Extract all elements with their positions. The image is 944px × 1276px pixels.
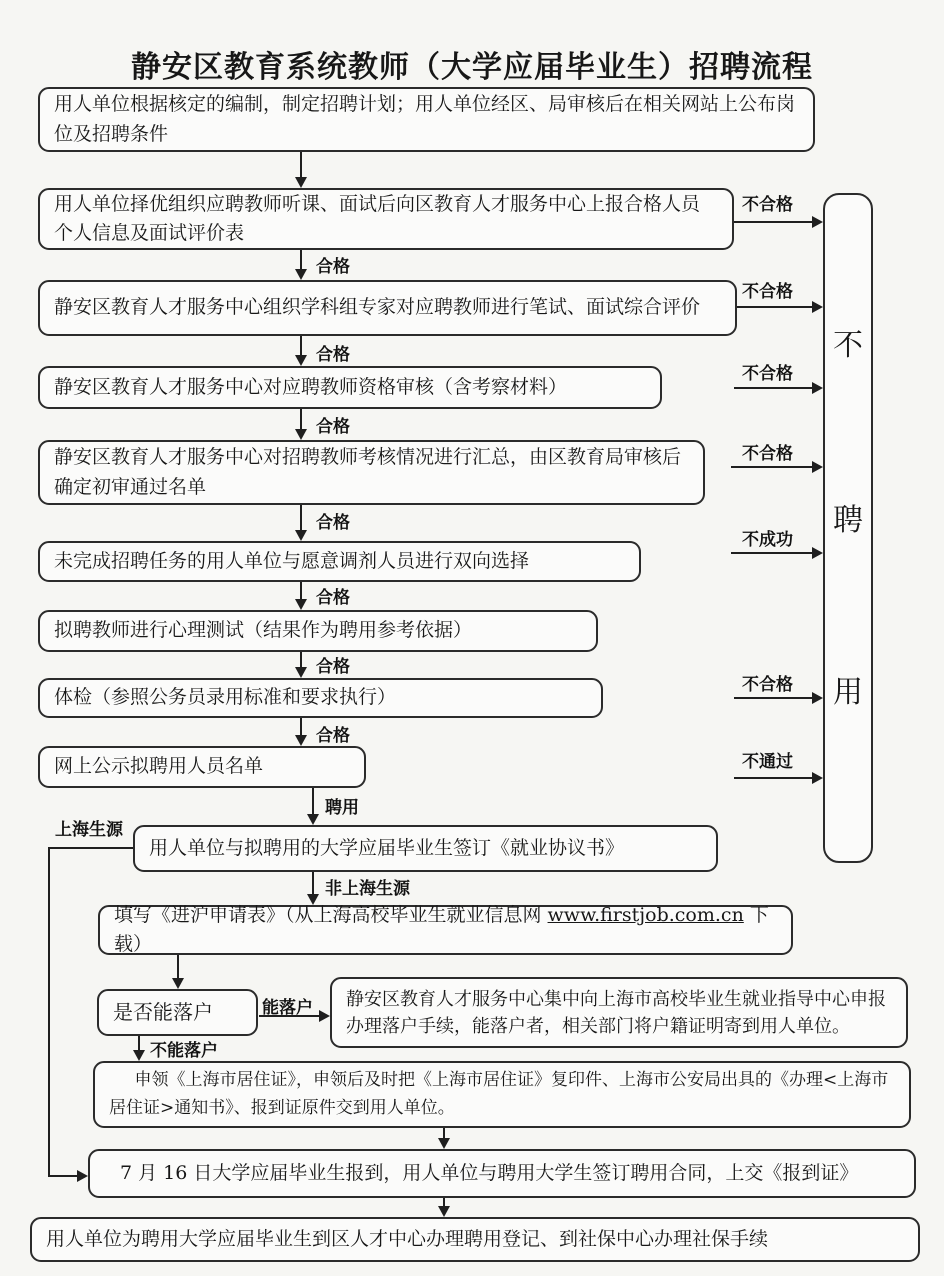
edge-label-fail: 不合格 (742, 444, 793, 464)
step-settle-procedure (330, 977, 908, 1048)
arrow-right-icon (812, 382, 823, 394)
arrow-down-icon (438, 1206, 450, 1217)
step-registration-social-security (30, 1217, 920, 1262)
arrow-right-icon (812, 216, 823, 228)
arrow-down-icon (133, 1050, 145, 1061)
arrow-right-icon (812, 461, 823, 473)
arrow-right-icon (77, 1170, 88, 1182)
flow-line (300, 409, 302, 430)
edge-label-pass: 合格 (316, 417, 350, 437)
edge-label-pass: 合格 (316, 588, 350, 608)
edge-label-pass: 合格 (316, 657, 350, 677)
step-text: 用人单位与拟聘用的大学应届毕业生签订《就业协议书》 (149, 836, 625, 859)
flow-line (300, 505, 302, 531)
flow-line (48, 847, 50, 1176)
arrow-down-icon (295, 667, 307, 678)
step-mutual-selection (38, 541, 641, 582)
step-text-prefix: 填写《进沪申请表》（从上海高校毕业生就业信息网 (114, 903, 548, 926)
flow-line (731, 552, 812, 554)
flow-line (300, 582, 302, 600)
flow-line (312, 788, 314, 815)
flow-line (731, 466, 812, 468)
flow-line (300, 152, 302, 178)
edge-label-fail: 不合格 (742, 675, 793, 695)
step-july16-report (88, 1149, 916, 1198)
step-text (114, 901, 777, 960)
step-text: 静安区教育人才服务中心对应聘教师资格审核（含考察材料） (54, 375, 568, 398)
step-text: 体检（参照公务员录用标准和要求执行） (54, 686, 397, 709)
edge-label-fail: 不合格 (742, 282, 793, 302)
edge-label-pass: 合格 (316, 257, 350, 277)
flow-line (734, 221, 812, 223)
arrow-down-icon (295, 355, 307, 366)
step-written-interview-evaluation (38, 280, 737, 336)
step-sign-employment-agreement (133, 825, 718, 872)
flow-line (737, 306, 812, 308)
arrow-down-icon (295, 530, 307, 541)
arrow-down-icon (438, 1138, 450, 1149)
flow-line (300, 336, 302, 356)
arrow-right-icon (319, 1010, 330, 1022)
step-psych-test (38, 610, 598, 652)
flow-line (48, 847, 133, 849)
arrow-down-icon (295, 599, 307, 610)
edge-label-fail: 不合格 (742, 195, 793, 215)
edge-label-unsuccessful: 不成功 (742, 530, 793, 550)
step-text: 静安区教育人才服务中心组织学科组专家对应聘教师进行笔试、面试综合评价 (54, 296, 701, 319)
firstjob-url: www.firstjob.com.cn (547, 903, 744, 926)
edge-label-hire: 聘用 (325, 798, 359, 818)
arrow-down-icon (295, 177, 307, 188)
step-text: 申领《上海市居住证》，申领后及时把《上海市居住证》复印件、上海市公安局出具的《办理<上海市居住证>通知书》、报到证原件交到用人单位。 (109, 1070, 889, 1118)
edge-label-cannot-settle: 不能落户 (150, 1041, 218, 1061)
flow-line (177, 955, 179, 979)
arrow-right-icon (812, 301, 823, 313)
arrow-right-icon (812, 547, 823, 559)
flow-line (734, 777, 812, 779)
not-hired-char: 聘 (833, 503, 863, 538)
step-text: 网上公示拟聘用人员名单 (54, 755, 264, 778)
step-text: 7 月 16 日大学应届毕业生报到，用人单位与聘用大学生签订聘用合同，上交《报到证》 (120, 1161, 859, 1184)
step-text: 静安区教育人才服务中心集中向上海市高校毕业生就业指导中心申报办理落户手续，能落户者，相关部门将户籍证明寄到用人单位。 (346, 988, 886, 1037)
flow-line (300, 250, 302, 270)
step-school-interview-report (38, 188, 734, 250)
arrow-right-icon (812, 772, 823, 784)
edge-label-fail: 不合格 (742, 364, 793, 384)
step-text: 拟聘教师进行心理测试（结果作为聘用参考依据） (54, 619, 473, 642)
flow-line (734, 387, 812, 389)
arrow-down-icon (307, 814, 319, 825)
arrow-down-icon (295, 269, 307, 280)
flow-line (300, 718, 302, 736)
flow-line (48, 1175, 77, 1177)
flow-line (138, 1036, 140, 1051)
step-qualification-review (38, 366, 662, 409)
edge-label-pass: 合格 (316, 345, 350, 365)
step-recruit-plan (38, 87, 815, 152)
edge-label-non-shanghai: 非上海生源 (325, 879, 410, 899)
step-text: 用人单位择优组织应聘教师听课、面试后向区教育人才服务中心上报合格人员个人信息及面试评价表 (54, 192, 701, 244)
flow-line (300, 652, 302, 668)
not-hired-char: 用 (833, 675, 863, 710)
edge-label-pass: 合格 (316, 513, 350, 533)
page-title: 静安区教育系统教师（大学应届毕业生）招聘流程 (131, 50, 813, 85)
step-residence-permit (93, 1061, 911, 1128)
decision-can-settle (97, 989, 258, 1036)
step-public-notice (38, 746, 366, 788)
step-fill-shanghai-entry-form (98, 905, 793, 955)
not-hired-char: 不 (833, 328, 863, 363)
edge-label-pass: 合格 (316, 726, 350, 746)
flow-line (312, 872, 314, 895)
arrow-down-icon (295, 429, 307, 440)
step-text-suffix: 下载） (114, 903, 769, 955)
arrow-down-icon (295, 735, 307, 746)
step-text: 用人单位根据核定的编制，制定招聘计划；用人单位经区、局审核后在相关网站上公布岗位及招聘条件 (54, 93, 796, 145)
edge-label-can-settle: 能落户 (262, 998, 313, 1018)
outcome-not-hired-box (823, 193, 873, 863)
step-text: 是否能落户 (113, 1000, 213, 1024)
edge-label-not-passed: 不通过 (742, 752, 793, 772)
step-text: 静安区教育人才服务中心对招聘教师考核情况进行汇总，由区教育局审核后确定初审通过名单 (54, 446, 682, 498)
step-physical-exam (38, 678, 603, 718)
step-text: 未完成招聘任务的用人单位与愿意调剂人员进行双向选择 (54, 549, 530, 572)
arrow-right-icon (812, 692, 823, 704)
step-summary-preliminary-list (38, 440, 705, 505)
flow-line (734, 697, 812, 699)
step-text: 用人单位为聘用大学应届毕业生到区人才中心办理聘用登记、到社保中心办理社保手续 (46, 1227, 769, 1250)
arrow-down-icon (172, 978, 184, 989)
arrow-down-icon (307, 894, 319, 905)
edge-label-shanghai: 上海生源 (55, 820, 123, 840)
